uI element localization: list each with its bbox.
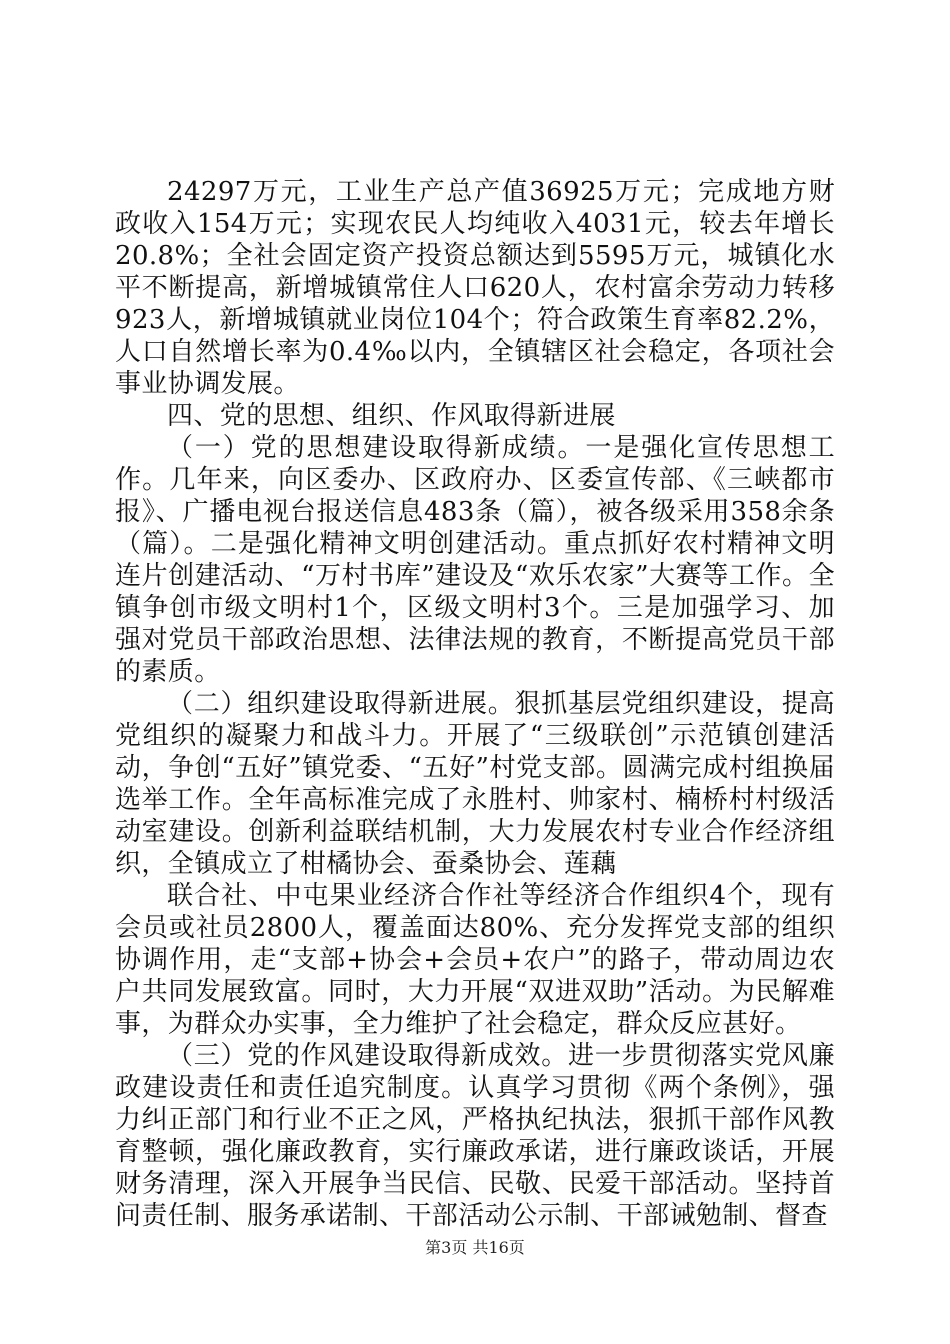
paragraph-ideological-building: （一）党的思想建设取得新成绩。一是强化宣传思想工作。几年来，向区委办、区政府办、区委宣传部、《三峡都市报》、广播电视台报送信息483条（篇），被各级采用358余条（篇）。二是强化精神文明创建活动。重点抓好农村精神文明连片创建活动、“万村书库”建设及“欢乐农家”大赛等工作。全镇争创市级文明村1个，区级文明村3个。三是加强学习、加强对党员干部政治思想、法律法规的教育，不断提高党员干部的素质。	[115, 433, 835, 687]
section-heading-four: 四、党的思想、组织、作风取得新进展	[167, 401, 616, 431]
paragraph-organizational-building: （二）组织建设取得新进展。狠抓基层党组织建设，提高党组织的凝聚力和战斗力。开展了“三级联创”示范镇创建活动，争创“五好”镇党委、“五好”村党支部。圆满完成村组换届选举工作。全年高标准完成了永胜村、帅家村、楠桥村村级活动室建设。创新利益联结机制，大力发展农村专业合作经济组织，全镇成立了柑橘协会、蚕桑协会、莲藕	[115, 689, 835, 879]
paragraph-cooperatives: 联合社、中屯果业经济合作社等经济合作组织4个，现有会员或社员2800人，覆盖面达80%、充分发挥党支部的组织协调作用，走“支部+协会+会员+农户”的路子，带动周边农户共同发展致富。同时，大力开展“双进双助”活动。为民解难事，为群众办实事，全力维护了社会稳定，群众反应甚好。	[115, 881, 835, 1039]
document-body	[115, 176, 835, 1232]
paragraph-work-style-building: （三）党的作风建设取得新成效。进一步贯彻落实党风廉政建设责任和责任追究制度。认真学习贯彻《两个条例》，强力纠正部门和行业不正之风，严格执纪执法，狠抓干部作风教育整顿，强化廉政教育，实行廉政承诺，进行廉政谈话，开展财务清理，深入开展争当民信、民敬、民爱干部活动。坚持首问责任制、服务承诺制、干部活动公示制、干部诫勉制、督查	[115, 1041, 835, 1231]
page-footer: 第3页 共16页	[425, 1238, 525, 1257]
paragraph-economic-stats: 24297万元，工业生产总产值36925万元；完成地方财政收入154万元；实现农民人均纯收入4031元，较去年增长20.8%；全社会固定资产投资总额达到5595万元，城镇化水平不断提高，新增城镇常住人口620人，农村富余劳动力转移923人，新增城镇就业岗位104个；符合政策生育率82.2%，人口自然增长率为0.4‰以内，全镇辖区社会稳定，各项社会事业协调发展。	[115, 177, 835, 399]
